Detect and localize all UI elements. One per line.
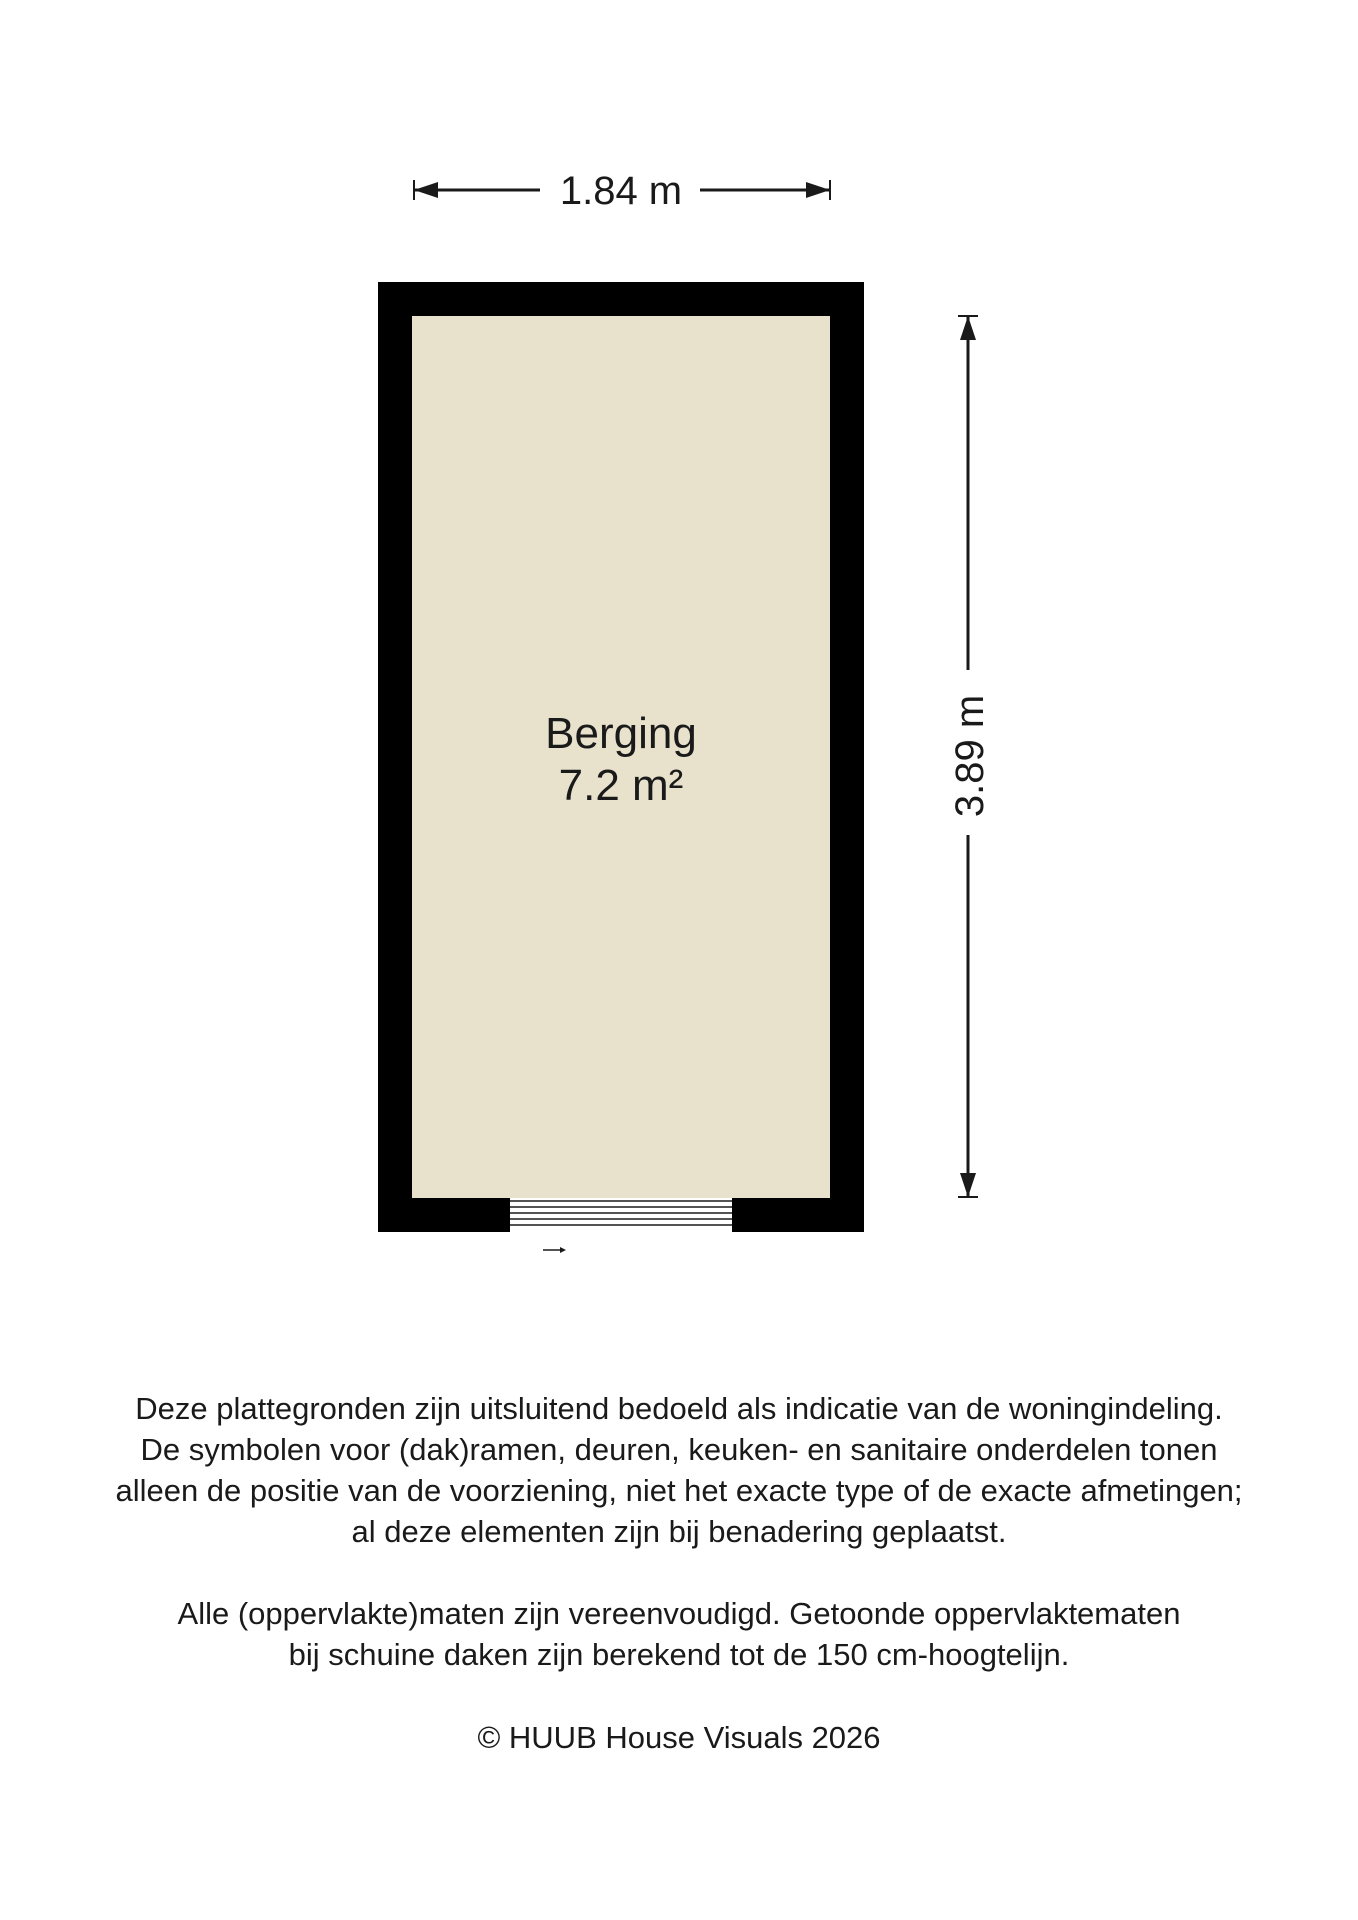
disclaimer-line: bij schuine daken zijn berekend tot de 150 cm-hoogtelijn. (288, 1637, 1070, 1672)
width-dimension-label: 1.84 m (559, 169, 683, 213)
door-symbol (510, 1198, 732, 1232)
disclaimer-line: De symbolen voor (dak)ramen, deuren, keuken- en sanitaire onderdelen tonen (140, 1432, 1218, 1467)
disclaimer-paragraph-1 (0, 1388, 1358, 1552)
room-name: Berging (545, 709, 697, 758)
width-dimension (414, 169, 830, 213)
disclaimer-line: al deze elementen zijn bij benadering geplaatst. (351, 1514, 1007, 1549)
disclaimer-line: Deze plattegronden zijn uitsluitend bedoeld als indicatie van de woningindeling. (135, 1391, 1223, 1426)
length-dimension (948, 316, 992, 1197)
disclaimer-paragraph-2 (0, 1593, 1358, 1675)
disclaimer-line: alleen de positie van de voorziening, niet het exacte type of de exacte afmetingen; (115, 1473, 1243, 1508)
disclaimer (0, 1388, 1358, 1716)
disclaimer-line: Alle (oppervlakte)maten zijn vereenvoudigd. Getoonde oppervlaktematen (177, 1596, 1181, 1631)
copyright-notice: © HUUB House Visuals 2026 (477, 1720, 881, 1755)
length-dimension-label: 3.89 m (948, 694, 992, 818)
door-direction-arrow-icon (543, 1247, 566, 1253)
room-area: 7.2 m² (558, 761, 684, 810)
